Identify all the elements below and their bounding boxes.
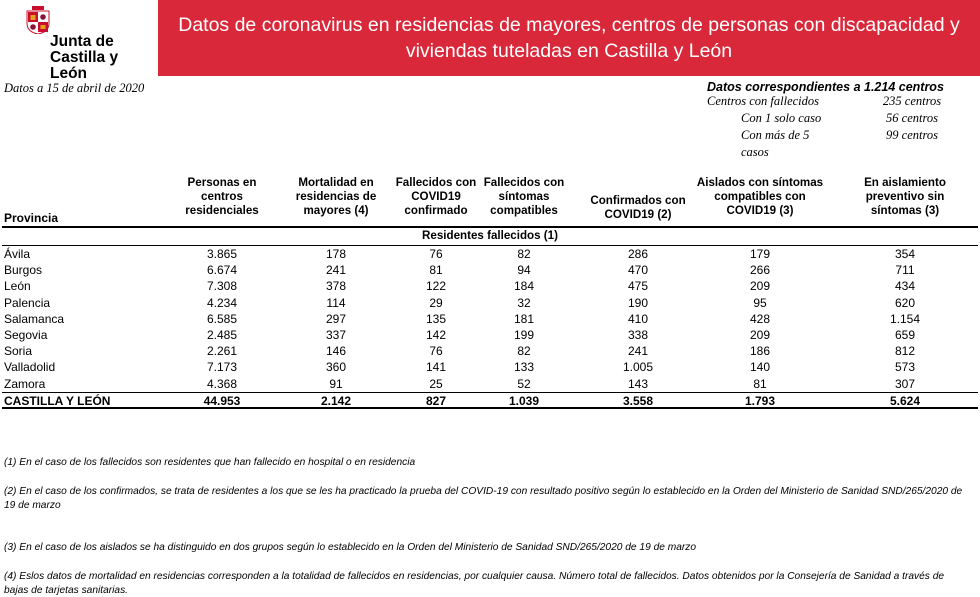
cell-fallecidos-covid: 141: [425, 360, 447, 375]
cell-fallecidos-sintomas: 133: [513, 360, 535, 375]
title-banner: [158, 0, 980, 76]
cell-provincia: Salamanca: [4, 311, 65, 326]
table-subheader: Residentes fallecidos (1): [2, 228, 978, 246]
data-table: [2, 176, 978, 409]
cell-confirmados: 1.005: [622, 360, 654, 375]
centers-row-label: Con más de 5: [741, 128, 810, 142]
table-row: [2, 359, 978, 375]
centers-row-value: 56 centros: [886, 111, 938, 125]
cell-provincia: Segovia: [4, 327, 48, 342]
cell-confirmados: 410: [627, 311, 649, 326]
cell-provincia: Palencia: [4, 295, 51, 310]
footnote-4: (4) Eslos datos de mortalidad en residencias corresponden a la totalidad de fallecidos en residencias, por cualquier causa. Número total de fallecidos. Datos obtenidos por la Consejería de Sanidad a través de bajas de tarjetas sanitarias.: [4, 571, 945, 596]
centers-row-value: 99 centros: [886, 128, 938, 142]
cell-aislados: 266: [749, 263, 771, 278]
table-row: [2, 246, 978, 262]
cell-confirmados: 190: [627, 295, 649, 310]
cell-fallecidos-sintomas: 184: [513, 279, 535, 294]
cell-fallecidos-covid: 25: [429, 376, 443, 391]
cell-aislamiento: 354: [894, 247, 916, 261]
cell-personas: 4.234: [206, 295, 238, 310]
cell-aislados: 186: [749, 344, 771, 359]
total-fallecidos-sintomas: 1.039: [508, 393, 540, 408]
cell-fallecidos-sintomas: 82: [517, 247, 531, 261]
cell-personas: 7.308: [206, 279, 238, 294]
cell-aislamiento: 812: [894, 344, 916, 359]
header-provincia: Provincia: [4, 211, 59, 225]
table-total-row: [2, 392, 978, 409]
logo-line-1: Junta de: [50, 33, 114, 50]
table-row: [2, 376, 978, 392]
total-aislados: 1.793: [744, 393, 776, 408]
header-aislamiento: En aislamiento preventivo sin síntomas (3): [864, 176, 946, 217]
header-mortalidad: Mortalidad en residencias de mayores (4): [295, 176, 377, 217]
centers-heading: Datos correspondientes a 1.214 centros: [707, 80, 944, 94]
cell-fallecidos-covid: 81: [429, 263, 443, 278]
cell-confirmados: 470: [627, 263, 649, 278]
centers-summary: [707, 80, 977, 162]
cell-fallecidos-sintomas: 32: [517, 295, 531, 310]
cell-mortalidad: 297: [325, 311, 347, 326]
centers-row: [707, 111, 977, 128]
footnote-3: (3) En el caso de los aislados se ha distinguido en dos grupos según lo establecido en la Orden del Ministerio de Sanidad SND/265/2020 de 19 de marzo: [4, 542, 697, 553]
cell-aislados: 428: [749, 311, 771, 326]
cell-aislados: 95: [753, 295, 767, 310]
cell-provincia: Zamora: [4, 376, 46, 391]
table-row: [2, 343, 978, 359]
cell-confirmados: 143: [627, 376, 649, 391]
table-row: [2, 295, 978, 311]
cell-aislamiento: 1.154: [889, 311, 921, 326]
cell-aislados: 140: [749, 360, 771, 375]
cell-mortalidad: 241: [325, 263, 347, 278]
cell-fallecidos-covid: 142: [425, 327, 447, 342]
cell-fallecidos-sintomas: 199: [513, 327, 535, 342]
cell-confirmados: 475: [627, 279, 649, 294]
cell-personas: 4.368: [206, 376, 238, 391]
cell-aislamiento: 620: [894, 295, 916, 310]
cell-provincia: Burgos: [4, 263, 43, 278]
cell-confirmados: 338: [627, 327, 649, 342]
cell-personas: 2.261: [206, 344, 238, 359]
header-aislados: Aislados con síntomas compatibles con COVID19 (3): [696, 176, 824, 217]
table-row: [2, 278, 978, 294]
cell-mortalidad: 337: [325, 327, 347, 342]
cell-fallecidos-covid: 29: [429, 295, 443, 310]
cell-aislados: 209: [749, 327, 771, 342]
centers-row: [707, 145, 977, 162]
cell-personas: 6.674: [206, 263, 238, 278]
cell-provincia: Ávila: [4, 247, 31, 261]
cell-mortalidad: 114: [326, 295, 346, 310]
total-mortalidad: 2.142: [320, 393, 352, 408]
footnote-2: (2) En el caso de los confirmados, se trata de residentes a los que se les ha practicado la prueba del COVID-19 con resultado positivo según lo establecido en la Orden del Ministerio de Sanidad SND/265/2020 de 19 de marzo: [4, 486, 963, 511]
cell-fallecidos-covid: 135: [425, 311, 447, 326]
header-personas: Personas en centros residenciales: [185, 176, 259, 217]
cell-provincia: León: [4, 279, 31, 294]
cell-personas: 3.865: [206, 247, 238, 261]
cell-aislamiento: 307: [894, 376, 916, 391]
cell-fallecidos-covid: 76: [429, 247, 443, 261]
cell-mortalidad: 91: [329, 376, 343, 391]
table-row: [2, 327, 978, 343]
cell-personas: 2.485: [206, 327, 238, 342]
cell-mortalidad: 146: [325, 344, 347, 359]
centers-row-label: Con 1 solo caso: [741, 111, 822, 125]
logo-text: [50, 34, 152, 82]
total-personas: 44.953: [203, 393, 241, 408]
total-label: CASTILLA Y LEÓN: [4, 393, 111, 408]
table-header: [2, 176, 978, 228]
cell-fallecidos-sintomas: 181: [513, 311, 535, 326]
header-fallecidos-covid: Fallecidos con COVID19 confirmado: [395, 176, 477, 217]
cell-fallecidos-sintomas: 52: [517, 376, 531, 391]
cell-mortalidad: 378: [325, 279, 347, 294]
centers-row-label: casos: [741, 145, 769, 159]
centers-row-value: 235 centros: [882, 94, 942, 108]
cell-fallecidos-covid: 122: [425, 279, 447, 294]
cell-personas: 7.173: [206, 360, 238, 375]
logo-line-2: Castilla y León: [50, 49, 119, 82]
header-confirmados: Confirmados con COVID19 (2): [590, 194, 686, 221]
centers-row-label: Centros con fallecidos: [707, 94, 820, 108]
centers-row: [707, 94, 977, 111]
junta-shield-icon: [26, 6, 50, 34]
cell-aislados: 209: [749, 279, 771, 294]
cell-mortalidad: 178: [325, 247, 347, 261]
cell-aislamiento: 434: [894, 279, 916, 294]
table-row: [2, 262, 978, 278]
cell-confirmados: 241: [627, 344, 649, 359]
cell-provincia: Valladolid: [4, 360, 56, 375]
cell-provincia: Soria: [4, 344, 33, 359]
cell-aislamiento: 711: [895, 263, 915, 278]
cell-aislamiento: 659: [894, 327, 916, 342]
cell-mortalidad: 360: [325, 360, 347, 375]
cell-fallecidos-covid: 76: [429, 344, 443, 359]
date-note: Datos a 15 de abril de 2020: [4, 81, 145, 95]
total-aislamiento: 5.624: [889, 393, 921, 408]
total-fallecidos-covid: 827: [425, 393, 447, 408]
header-fallecidos-sintomas: Fallecidos con síntomas compatibles: [483, 176, 565, 217]
page-title: Datos de coronavirus en residencias de mayores, centros de personas con discapacidad y viviendas tuteladas en Castilla y León: [178, 14, 960, 62]
cell-aislados: 81: [753, 376, 767, 391]
cell-personas: 6.585: [206, 311, 238, 326]
cell-fallecidos-sintomas: 94: [517, 263, 531, 278]
centers-row: [707, 128, 977, 145]
footnote-1: (1) En el caso de los fallecidos son residentes que han fallecido en hospital o en residencia: [4, 457, 416, 468]
table-row: [2, 311, 978, 327]
cell-fallecidos-sintomas: 82: [517, 344, 531, 359]
total-confirmados: 3.558: [622, 393, 654, 408]
cell-aislados: 179: [749, 247, 771, 261]
cell-aislamiento: 573: [894, 360, 916, 375]
junta-logo: [12, 4, 152, 82]
cell-confirmados: 286: [627, 247, 649, 261]
